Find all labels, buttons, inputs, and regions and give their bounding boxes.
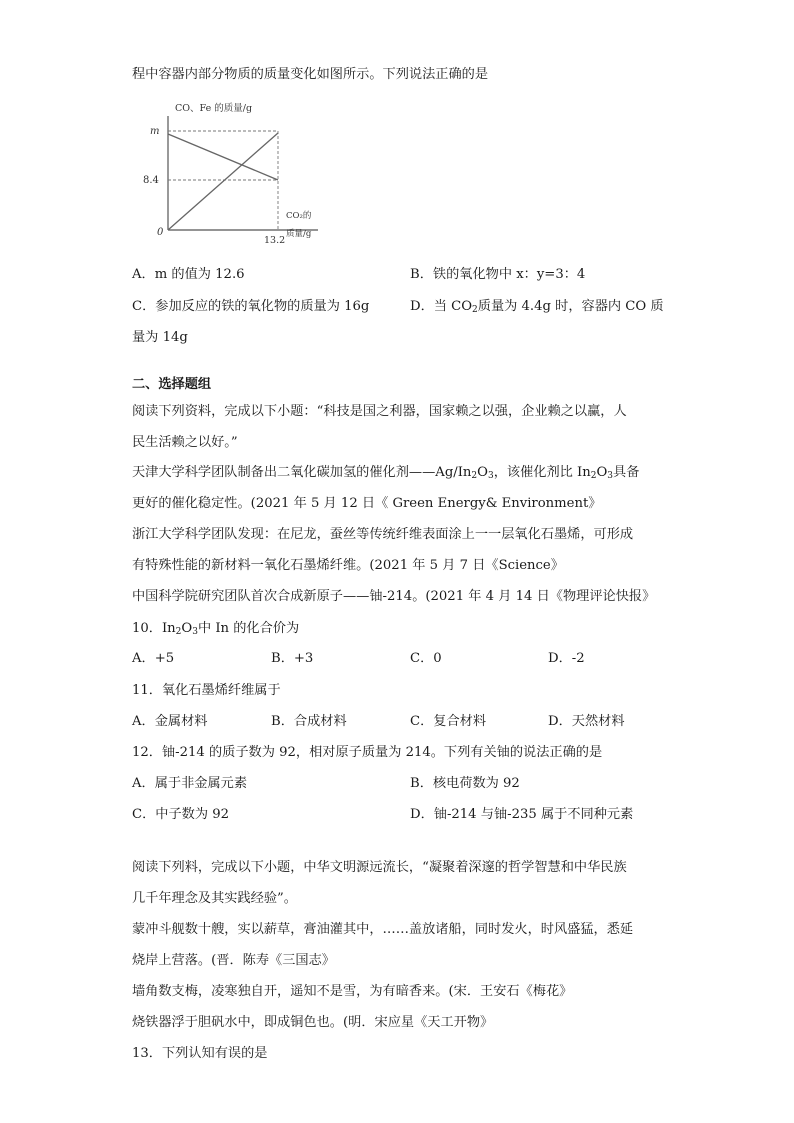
q10-option-c: C．0 — [410, 651, 442, 666]
mass-change-graph — [140, 98, 312, 250]
x-axis-label-1: CO₂的 — [286, 211, 312, 221]
passage1-line3: 天津大学科学团队制备出二氧化碳加氢的催化剂$——Ag/In_2O_3$，该催化剂比 $In_2O_3$具备 — [132, 465, 640, 481]
passage1-line5: 浙江大学科学团队发现：在尼龙，蚕丝等传统纤维表面涂上一一层氧化石墨烯，可形成 — [132, 527, 634, 542]
passage1-line6: 有特殊性能的新材料一氧化石墨烯纤维。(2021 年 5 月 7 日《Science》 — [132, 558, 564, 573]
intro-text: 程中容器内部分物质的质量变化如图所示。下列说法正确的是 — [132, 67, 489, 82]
passage2-line6: 烧铁器浮于胆矾水中，即成铜色也。(明．宋应星《天工开物》 — [132, 1015, 494, 1030]
passage2-line5: 墙角数支梅，凌寒独自开，遥知不是雪，为有暗香来。(宋．王安石《梅花》 — [132, 984, 573, 999]
passage1-line2: 民生活赖之以好。” — [132, 435, 238, 450]
q12-stem: 12．铀-214 的质子数为 92，相对原子质量为 214。下列有关铀的说法正确的是 — [132, 745, 603, 760]
q10-option-d: D．-2 — [548, 651, 585, 666]
q11-stem: 11．氧化石墨烯纤维属于 — [132, 683, 281, 698]
x-axis-label-2: 质量/g — [286, 229, 312, 239]
y-axis-label: CO、Fe 的质量/g — [175, 103, 253, 114]
q12-option-b: B．核电荷数为 92 — [410, 776, 520, 791]
q13-stem: 13．下列认知有误的是 — [132, 1046, 268, 1061]
q9-option-c: C．参加反应的铁的氧化物的质量为 16g — [132, 299, 370, 314]
q9-option-d-cont: 量为 14g — [132, 330, 188, 345]
q11-option-b: B．合成材料 — [271, 714, 347, 729]
origin-label: 0 — [157, 227, 164, 238]
q9-option-d: D．当 $CO_2$质量为 4.4g 时，容器内 CO 质 — [410, 299, 664, 315]
passage1-line7: 中国科学院研究团队首次合成新原子——铀-214。(2021 年 4 月 14 日《物理评论快报》 — [132, 589, 656, 604]
q11-option-d: D．天然材料 — [548, 714, 625, 729]
passage2-line2: 几千年理念及其实践经验”。 — [132, 891, 297, 906]
section-title: 二、选择题组 — [132, 377, 212, 392]
passage2-line4: 烧岸上营落。(晋．陈寿《三国志》 — [132, 953, 335, 968]
passage2-line3: 蒙冲斗舰数十艘，实以薪草，膏油灌其中，……盖放诸船，同时发火，时风盛猛，悉延 — [132, 922, 634, 937]
q12-option-c: C．中子数为 92 — [132, 807, 229, 822]
passage1-line1: 阅读下列资料，完成以下小题：“科技是国之利器，国家赖之以强，企业赖之以赢，人 — [132, 404, 627, 419]
x-tick-132: 13.2 — [264, 235, 286, 246]
q11-option-c: C．复合材料 — [410, 714, 487, 729]
q9-option-a: A．m 的值为 12.6 — [132, 267, 245, 282]
passage2-line1: 阅读下列料，完成以下小题，中华文明源远流长，“凝聚着深邃的哲学智慧和中华民族 — [132, 860, 627, 875]
y-tick-84: 8.4 — [143, 175, 159, 186]
q12-option-a: A．属于非金属元素 — [132, 776, 248, 791]
q11-option-a: A．金属材料 — [132, 714, 208, 729]
q9-option-b: B．铁的氧化物中 x：y=3：4 — [410, 267, 586, 282]
q12-option-d: D．铀-214 与铀-235 属于不同种元素 — [410, 807, 634, 822]
q10-option-a: A．+5 — [132, 651, 175, 666]
q10-option-b: B．+3 — [271, 651, 314, 666]
y-tick-m: m — [150, 126, 160, 137]
passage1-line4: 更好的催化稳定性。(2021 年 5 月 12 日《 Green Energy& Environment》 — [132, 496, 602, 511]
q10-stem: 10．$In_2O_3$中 In 的化合价为 — [132, 621, 300, 637]
